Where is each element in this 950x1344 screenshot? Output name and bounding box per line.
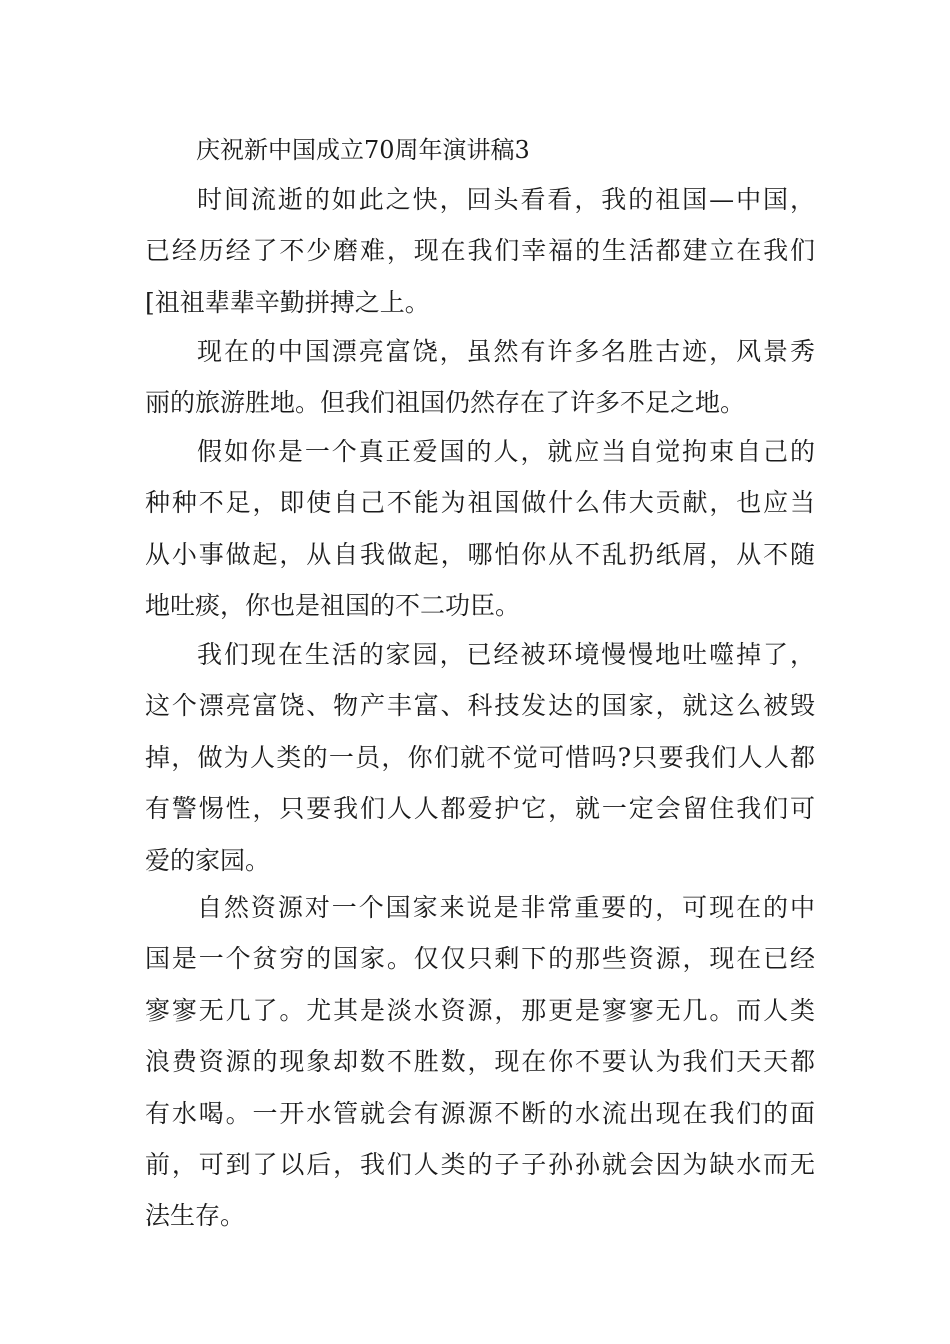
paragraph-line: 假如你是一个真正爱国的人，就应当自觉拘束自己的: [197, 437, 815, 466]
paragraph-line: 爱的家园。: [145, 845, 271, 875]
paragraph-4: [145, 629, 815, 886]
paragraph-line: 我们现在生活的家园，已经被环境慢慢地吐噬掉了，: [197, 640, 815, 669]
paragraph-2: [145, 326, 815, 429]
paragraph-line: 种种不足，即使自己不能为祖国做什么伟大贡献，也应当: [145, 488, 815, 518]
paragraph-1: [145, 174, 815, 328]
paragraph-line: 国是一个贫穷的国家。仅仅只剩下的那些资源，现在已经: [145, 944, 815, 974]
paragraph-line: 从小事做起，从自我做起，哪怕你从不乱扔纸屑，从不随: [145, 539, 815, 569]
paragraph-line: 已经历经了不少磨难，现在我们幸福的生活都建立在我们: [145, 236, 815, 266]
paragraph-line: 丽的旅游胜地。但我们祖国仍然存在了许多不足之地。: [145, 388, 746, 418]
paragraph-line: 自然资源对一个国家来说是非常重要的，可现在的中: [197, 893, 815, 922]
paragraph-line: 掉，做为人类的一员，你们就不觉可惜吗?只要我们人人都: [145, 742, 815, 772]
paragraph-line: 前，可到了以后，我们人类的子子孙孙就会因为缺水而无: [145, 1149, 815, 1179]
document-title: 庆祝新中国成立70周年演讲稿3: [196, 136, 530, 164]
paragraph-line: [祖祖辈辈辛勤拼搏之上。: [145, 287, 430, 317]
paragraph-3: [145, 426, 815, 632]
paragraph-5: [145, 882, 815, 1242]
paragraph-line: 法生存。: [145, 1201, 246, 1231]
paragraph-line: 寥寥无几了。尤其是淡水资源，那更是寥寥无几。而人类: [145, 995, 815, 1025]
paragraph-line: 现在的中国漂亮富饶，虽然有许多名胜古迹，风景秀: [197, 337, 815, 366]
paragraph-line: 这个漂亮富饶、物产丰富、科技发达的国家，就这么被毁: [145, 691, 815, 721]
paragraph-line: 有警惕性，只要我们人人都爱护它，就一定会留住我们可: [145, 794, 815, 824]
paragraph-line: 时间流逝的如此之快，回头看看，我的祖国—中国，: [197, 185, 815, 214]
paragraph-line: 有水喝。一开水管就会有源源不断的水流出现在我们的面: [145, 1098, 815, 1128]
paragraph-line: 浪费资源的现象却数不胜数，现在你不要认为我们天天都: [145, 1047, 815, 1077]
paragraph-line: 地吐痰，你也是祖国的不二功臣。: [145, 591, 521, 621]
